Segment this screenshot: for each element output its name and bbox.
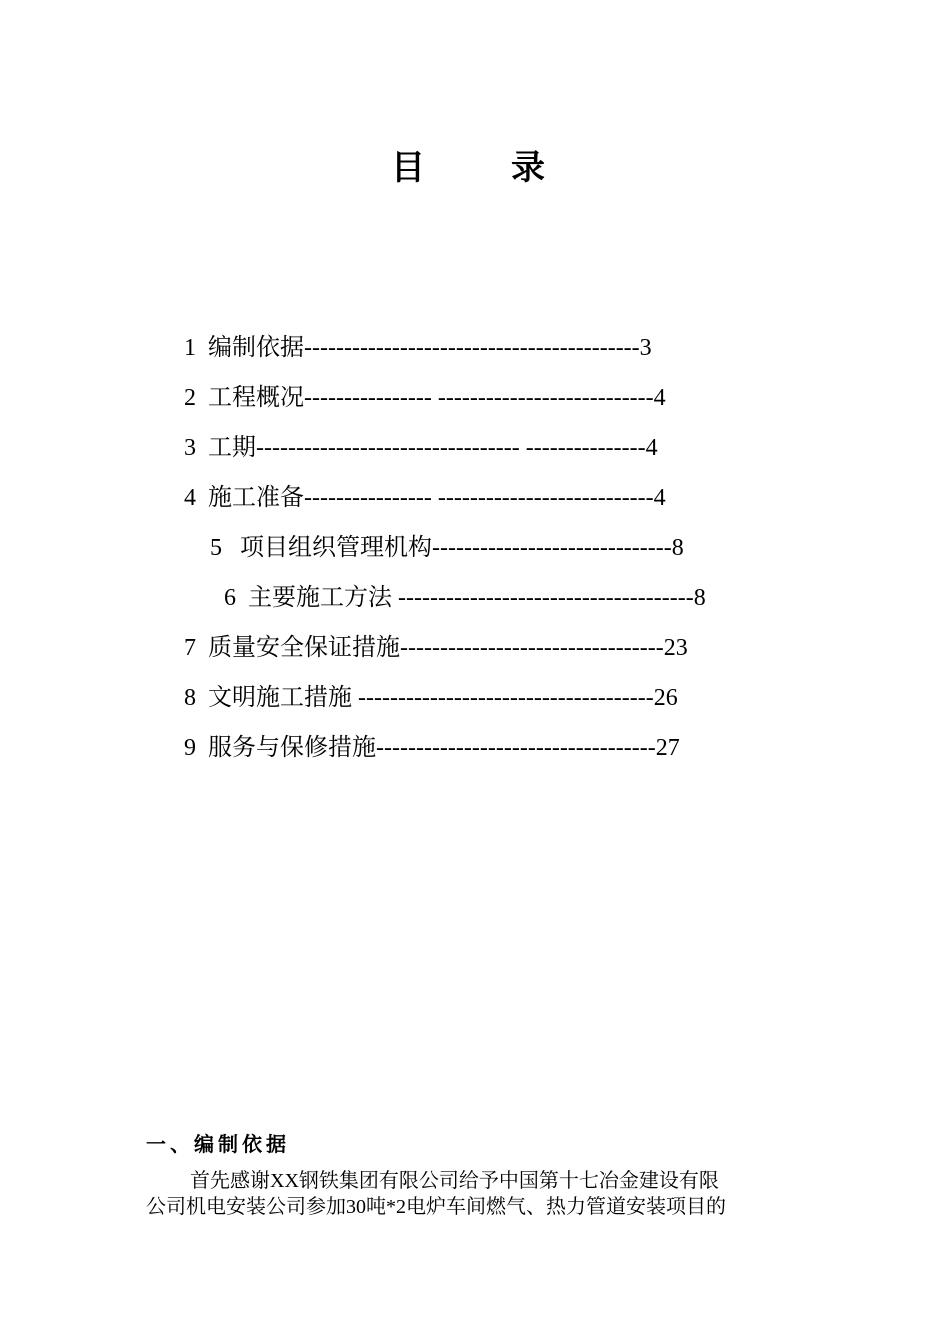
toc-entry-3[interactable]: [184, 433, 658, 463]
paragraph-line-2: 公司机电安装公司参加30吨*2电炉车间燃气、热力管道安装项目的: [146, 1196, 726, 1218]
page-title: 目 录: [391, 148, 571, 188]
toc-entry-number: 3: [184, 435, 196, 461]
paragraph-line-1: 首先感谢XX钢铁集团有限公司给予中国第十七冶金建设有限: [190, 1170, 719, 1192]
toc-entry-number: 8: [184, 685, 196, 711]
toc-entry-number: 2: [184, 385, 196, 411]
toc-entry-5[interactable]: [210, 533, 684, 563]
toc-entry-9[interactable]: [184, 733, 680, 763]
toc-entry-6[interactable]: [224, 583, 706, 613]
toc-entry-7[interactable]: [184, 633, 688, 663]
toc-entry-text: 工程概况---------------- ---------------------------4: [208, 385, 666, 411]
toc-entry-number: 5: [210, 535, 222, 561]
toc-entry-number: 9: [184, 735, 196, 761]
toc-entry-2[interactable]: [184, 383, 666, 413]
toc-entry-number: 6: [224, 585, 236, 611]
toc-entry-number: 4: [184, 485, 196, 511]
toc-entry-text: 主要施工方法 -------------------------------------8: [248, 585, 706, 611]
toc-entry-text: 项目组织管理机构------------------------------8: [234, 535, 684, 561]
toc-entry-1[interactable]: [184, 333, 652, 363]
toc-entry-text: 文明施工措施 -------------------------------------26: [208, 685, 678, 711]
section-heading: 一、编制依据: [146, 1132, 290, 1156]
toc-entry-4[interactable]: [184, 483, 666, 513]
toc-entry-8[interactable]: [184, 683, 678, 713]
toc-entry-text: 工期--------------------------------- ---------------4: [208, 435, 658, 461]
toc-entry-number: 7: [184, 635, 196, 661]
toc-entry-number: 1: [184, 335, 196, 361]
toc-entry-text: 服务与保修措施-----------------------------------27: [208, 735, 680, 761]
toc-entry-text: 编制依据------------------------------------------3: [208, 335, 652, 361]
toc-entry-text: 施工准备---------------- ---------------------------4: [208, 485, 666, 511]
toc-entry-text: 质量安全保证措施---------------------------------23: [208, 635, 688, 661]
